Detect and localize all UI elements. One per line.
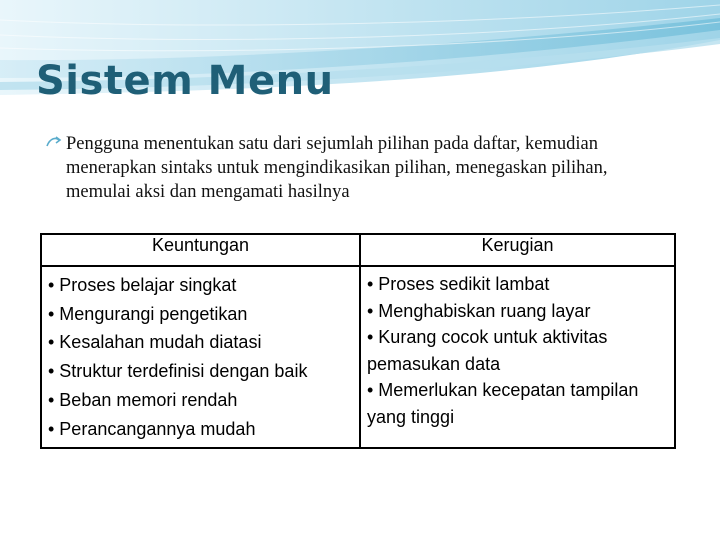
- list-item: • Beban memori rendah: [48, 389, 238, 410]
- comparison-table: [40, 233, 676, 449]
- list-item: • Perancangannya mudah: [48, 418, 256, 439]
- advantages-cell: [41, 266, 360, 448]
- table-row: [41, 266, 675, 448]
- list-item: • Kesalahan mudah diatasi: [48, 332, 262, 353]
- list-item: • Struktur terdefinisi dengan baik: [48, 361, 308, 382]
- list-item: • Kurang cocok untuk aktivitas pemasukan data: [367, 327, 608, 374]
- curved-arrow-bullet-icon: [46, 135, 62, 149]
- list-item: • Menghabiskan ruang layar: [367, 300, 591, 321]
- header-disadvantages: Kerugian: [360, 234, 675, 266]
- list-item: • Mengurangi pengetikan: [48, 303, 248, 324]
- list-item: • Memerlukan kecepatan tampilan yang tinggi: [367, 380, 639, 427]
- disadvantages-cell: [360, 266, 675, 448]
- bullet-item: [46, 132, 646, 204]
- slide-title: Sistem Menu: [36, 58, 334, 104]
- list-item: • Proses sedikit lambat: [367, 274, 550, 294]
- list-item: • Proses belajar singkat: [48, 275, 237, 295]
- table-header-row: [41, 234, 675, 266]
- header-advantages: Keuntungan: [41, 234, 360, 266]
- bullet-text: Pengguna menentukan satu dari sejumlah pilihan pada daftar, kemudian menerapkan sintaks untuk mengindikasikan pilihan, menegaskan pilihan, memulai aksi dan mengamati hasilnya: [66, 134, 608, 202]
